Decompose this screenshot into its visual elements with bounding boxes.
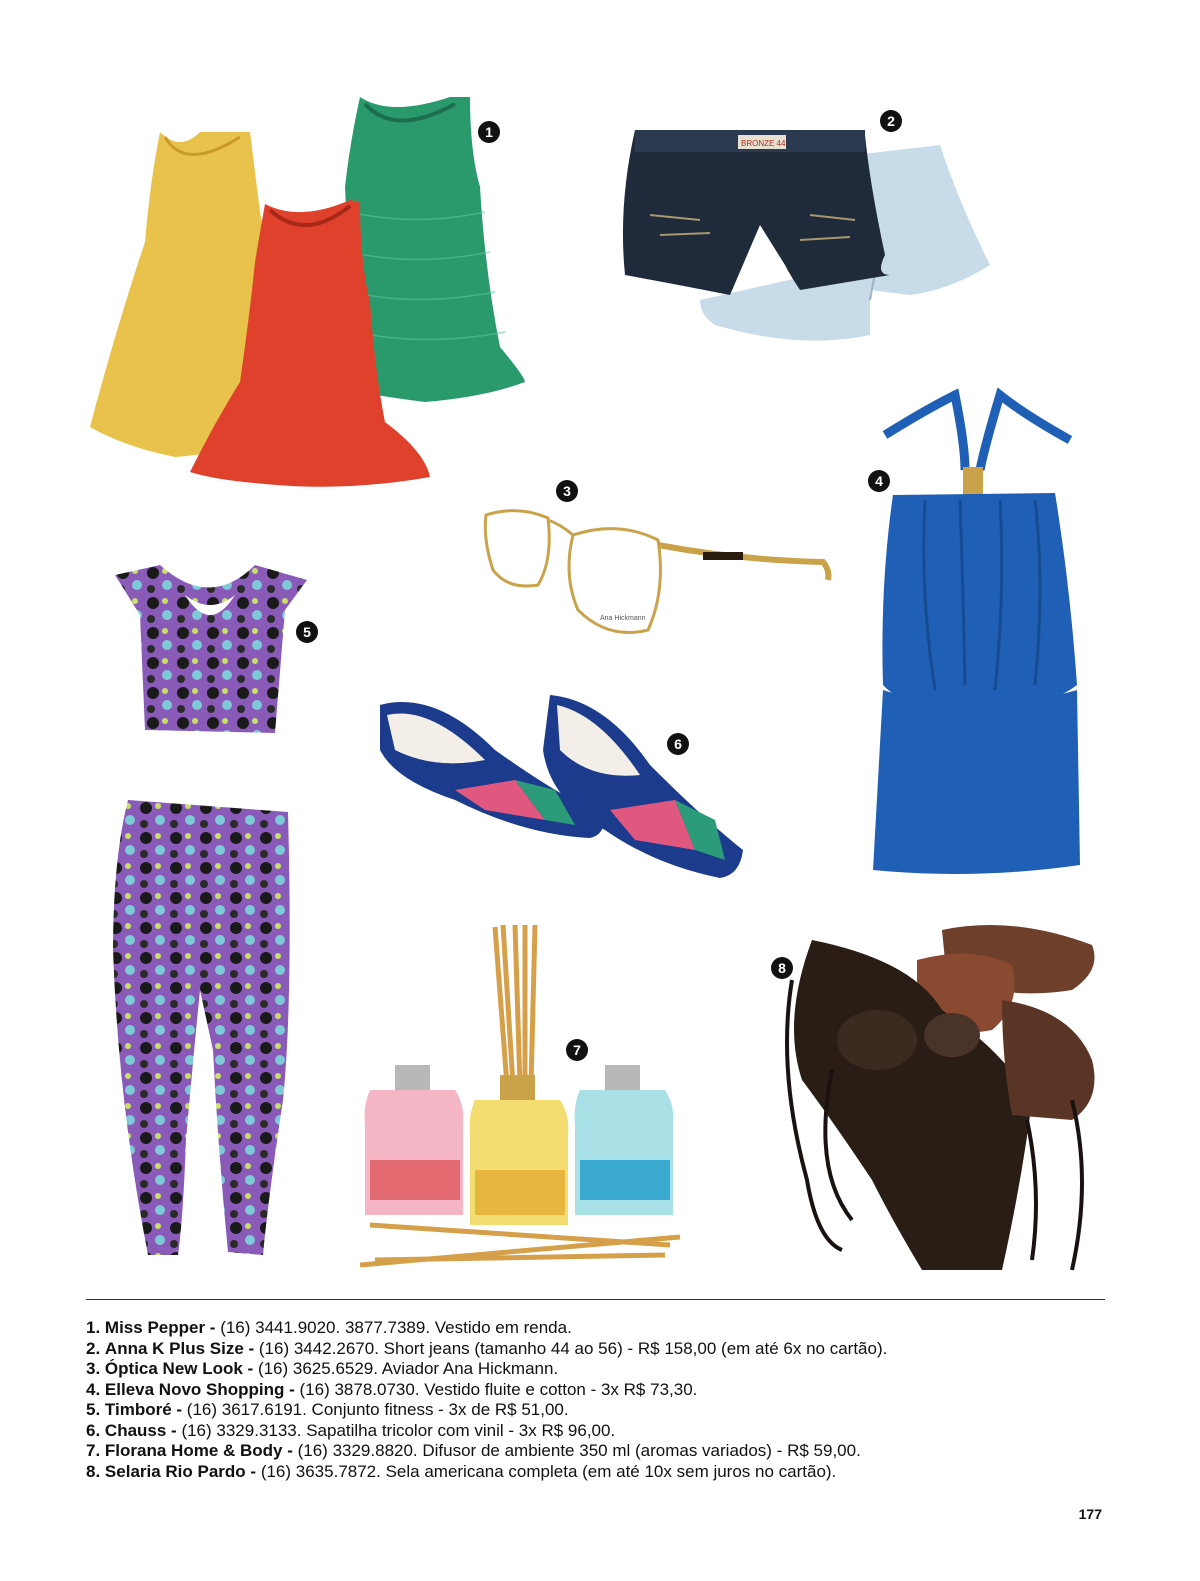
denim-shorts-image xyxy=(620,125,1000,350)
item-number-badge-5: 5 xyxy=(296,621,318,643)
western-saddle-image xyxy=(772,920,1117,1275)
item-number-badge-2: 2 xyxy=(880,110,902,132)
legend-num: 7. xyxy=(86,1441,101,1460)
caption-divider xyxy=(86,1299,1105,1300)
legend-line-3 xyxy=(86,1359,1136,1380)
legend-num: 6. xyxy=(86,1420,101,1440)
glasses-brand-label: Ana Hickmann xyxy=(600,615,646,622)
blue-halter-dress-image xyxy=(865,385,1080,880)
legend-details: (16) 3441.9020. 3877.7389. Vestido em renda. xyxy=(215,1318,572,1337)
aviator-glasses-image xyxy=(478,500,833,645)
legend-details: (16) 3617.6191. Conjunto fitness - 3x de R$ 51,00. xyxy=(182,1400,569,1419)
legend-store: Óptica New Look - xyxy=(104,1359,254,1378)
legend-line-4 xyxy=(86,1380,1136,1401)
legend-num: 8. xyxy=(86,1461,101,1481)
aroma-diffusers-image xyxy=(355,925,690,1275)
legend-store: Elleva Novo Shopping - xyxy=(104,1379,295,1399)
page-number: 177 xyxy=(1078,1506,1102,1522)
item-number-badge-8: 8 xyxy=(771,957,793,979)
product-legend xyxy=(86,1318,1136,1482)
legend-details: (16) 3635.7872. Sela americana completa (em até 10x sem juros no cartão). xyxy=(256,1461,837,1481)
leopard-leggings-image xyxy=(108,800,298,1260)
legend-store: Chauss - xyxy=(104,1420,177,1440)
legend-store: Anna K Plus Size - xyxy=(104,1338,255,1358)
legend-line-5 xyxy=(86,1400,1136,1421)
legend-line-8 xyxy=(86,1462,1136,1483)
legend-num: 3. xyxy=(86,1359,101,1378)
dresses-image xyxy=(85,92,530,492)
legend-store: Selaria Rio Pardo - xyxy=(104,1461,257,1481)
legend-details: (16) 3329.8820. Difusor de ambiente 350 ml (aromas variados) - R$ 59,00. xyxy=(292,1441,861,1460)
legend-store: Timboré - xyxy=(104,1400,183,1419)
legend-store: Miss Pepper - xyxy=(104,1318,216,1337)
item-number-badge-6: 6 xyxy=(667,733,689,755)
legend-num: 2. xyxy=(86,1338,101,1358)
legend-line-7 xyxy=(86,1441,1136,1462)
item-number-badge-1: 1 xyxy=(478,121,500,143)
legend-line-1 xyxy=(86,1318,1136,1339)
legend-details: (16) 3329.3133. Sapatilha tricolor com vinil - 3x R$ 96,00. xyxy=(176,1420,616,1440)
legend-num: 4. xyxy=(86,1379,101,1399)
item-number-badge-7: 7 xyxy=(566,1039,588,1061)
item-number-badge-4: 4 xyxy=(868,470,890,492)
legend-store: Florana Home & Body - xyxy=(104,1441,293,1460)
legend-line-6 xyxy=(86,1421,1136,1442)
legend-num: 1. xyxy=(86,1318,101,1337)
legend-details: (16) 3442.2670. Short jeans (tamanho 44 ao 56) - R$ 158,00 (em até 6x no cartão). xyxy=(254,1338,888,1358)
leopard-crop-top-image xyxy=(115,565,310,733)
shorts-brand-tag: BRONZE 44 xyxy=(741,139,786,148)
tricolor-flats-image xyxy=(375,690,745,880)
legend-details: (16) 3625.6529. Aviador Ana Hickmann. xyxy=(253,1359,559,1378)
legend-details: (16) 3878.0730. Vestido fluite e cotton - 3x R$ 73,30. xyxy=(294,1379,698,1399)
legend-num: 5. xyxy=(86,1400,101,1419)
legend-line-2 xyxy=(86,1339,1136,1360)
item-number-badge-3: 3 xyxy=(556,480,578,502)
